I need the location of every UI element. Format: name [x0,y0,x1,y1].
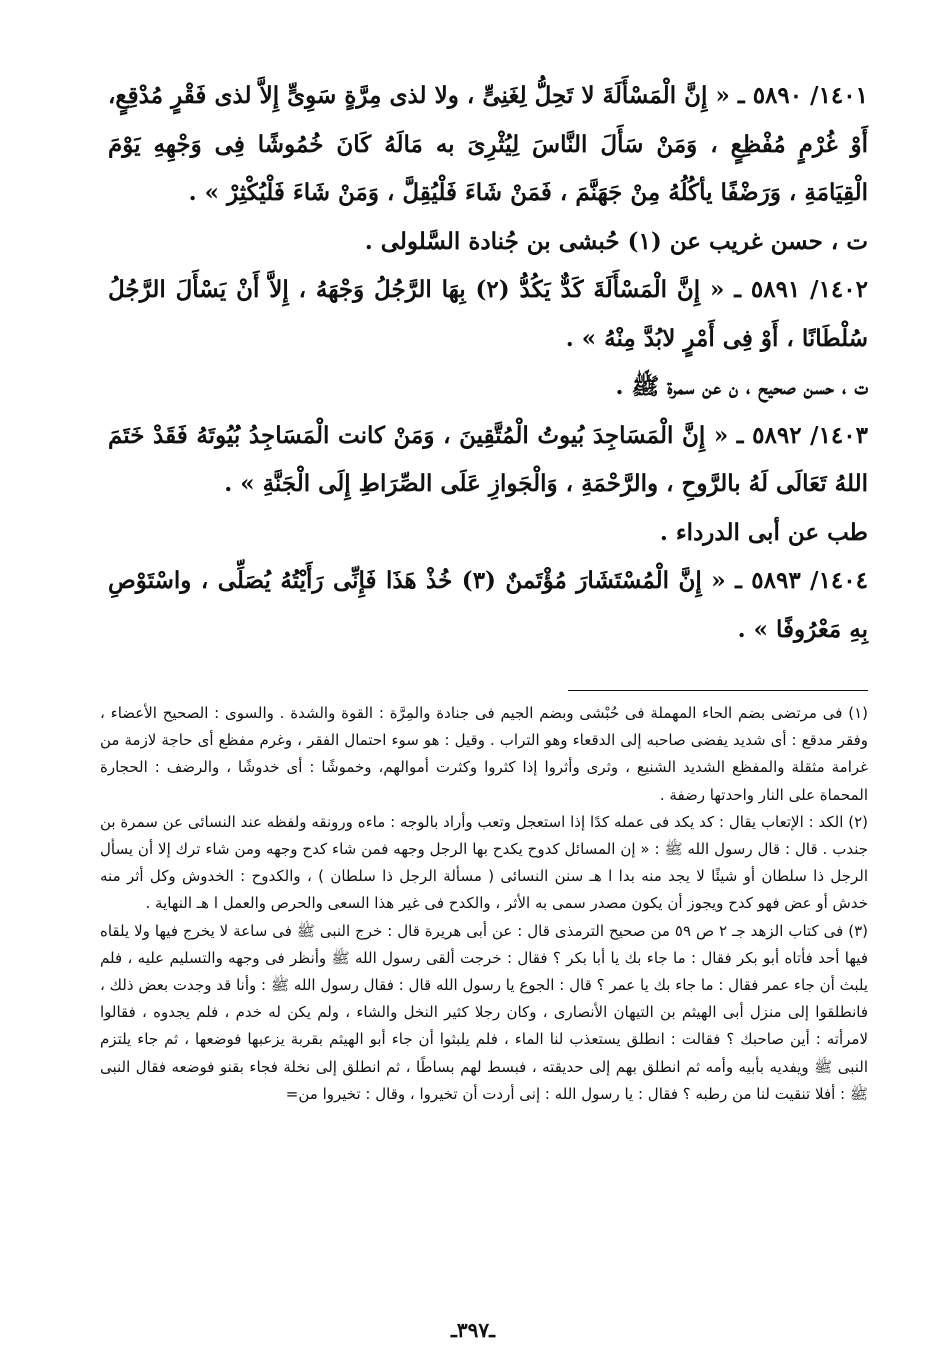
hadith-1403: ١٤٠٣/ ٥٨٩٢ ـ « إِنَّ الْمَسَاجِدَ بُيوتُ الْمُتَّقِينَ ، وَمَنْ كانت الْمَسَاجِدُ بُيُوتَهُ فَقَدْ خَتَمَ اللهُ تَعَالَى لَهُ بالرَّوحِ ، والرَّحْمَةِ ، وَالْجَوازِ عَلَى الصِّرَاطِ إِلَى الْجَنَّةِ » . [108,421,868,497]
hadith-1402: ١٤٠٢/ ٥٨٩١ ـ « إِنَّ الْمَسْأَلَةَ كَدٌّ يَكُدُّ (٢) بِهَا الرَّجُلُ وَجْهَهُ ، إِلاَّ أَنْ يَسْأَلَ الرَّجُلُ سُلْطَانًا ، أَوْ فِى أَمْرٍ لابُدَّ مِنْهُ » . [108,276,868,352]
hadith-text-block [108,72,868,654]
hadith-1401-source: ت ، حسن غريب عن (١) حُبشى بن جُنادة السَّلولى . [364,227,868,255]
footnote-2: (٢) الكد : الإتعاب يقال : كد يكد فى عمله كدًا إذا استعجل وتعب وأراد بالوجه : ماءه ورونقه ولفظه عند النسائى عن سمرة بن جندب . قال : قال رسول الله ﷺ : « إن المسائل كدوح يكدح بها الرجل وجهه فمن شاء كدح وجهه ومن شاء ترك إلا أن يسأل الرجل ذا سلطان أو شيئًا لا يجد منه بدا ا هـ سنن النسائى ( مسألة الرجل ذا سلطان ) ، والكدوح : الخدوش وكل أثر منه خدش أو عض فهو كدح ويجوز أن يكون مصدر سمى به الأثر ، والكدح فى غير هذا السعى والحرص والعمل ا هـ النهاية . [100,812,868,913]
footnote-1: (١) فى مرتضى بضم الحاء المهملة فى حُبْشى وبضم الجيم فى جنادة والمِرَّة : القوة والشدة . والسوى : الصحيح الأعضاء ، وفقر مدقع : أى شديد يفضى صاحبه إلى الدقعاء وهو التراب . وقيل : هو سوء احتمال الفقر ، وغرم مفظع أى حاجة لازمة من غرامة مثقلة والمفظع الشديد الشنيع ، وثرى وأثروا إذا كثروا وكثرت أموالهم، وخموشًا : أى خدوشًا ، والرضف : الحجارة المحماة على النار واحدتها رضفة . [100,704,868,804]
hadith-1401: ١٤٠١/ ٥٨٩٠ ـ « إِنَّ الْمَسْأَلَةَ لا تَحِلُّ لِغَنِىٍّ ، ولا لذى مِرَّةٍ سَوِىٍّ إِلاَّ لذى فَقْرٍ مُدْقِعٍ، أَوْ غُرْمٍ مُفْظِعٍ ، وَمَنْ سَأَلَ النَّاسَ لِيُثْرِىَ به مَالَهُ كَانَ خُمُوشًا فِى وَجْهِهِ يَوْمَ الْقِيَامَةِ ، وَرَضْفًا يأكُلُهُ مِنْ جَهَنَّمَ ، فَمَنْ شَاءَ فَلْيُقِلَّ ، وَمَنْ شَاءَ فَلْيُكْثِرْ » . [108,82,868,206]
footnotes-block [100,700,868,1108]
footnote-separator [568,690,868,691]
page-number: ـ٣٩٧ـ [451,1318,495,1342]
footnote-3: (٣) فى كتاب الزهد جـ ٢ ص ٥٩ من صحيح الترمذى قال : عن أبى هريرة قال : خرج النبى ﷺ فى ساعة لا يخرج فيها ولا يلقاه فيها أحد فأتاه أبو بكر فقال : ما جاء بك يا أبا بكر ؟ فقال : خرجت ألقى رسول الله ﷺ وأنظر فى وجهه والتسليم عليه ، فلم يلبث أن جاء عمر فقال : ما جاء بك يا عمر ؟ قال : الجوع يا رسول الله قال : فقال رسول الله ﷺ : وأنا قد وجدت بعض ذلك ، فانطلقوا إلى منزل أبى الهيثم بن التيهان الأنصارى ، وكان رجلا كثير النخل والشاء ، ولم يكن له خدم ، فلم يجدوه ، فقالوا لامرأته : أين صاحبك ؟ فقالت : انطلق يستعذب لنا الماء ، فلم يلبثوا أن جاء أبو الهيثم بقربة يزعبها فوضعها ، ثم جاء يلتزم النبى ﷺ ويفديه بأبيه وأمه ثم انطلق بهم إلى حديقته ، فبسط لهم بساطًا ، ثم انطلق إلى نخلة فجاء بقنو فوضعه فقال النبى ﷺ : أفلا تنقيت لنا من رطبه ؟ فقال : يا رسول الله : إنى أردت أن تخيروا ، وقال : تخيروا من= [100,921,868,1103]
hadith-1403-source: طب عن أبى الدرداء . [659,518,868,546]
hadith-1402-source: ت ، حسن صحيح ، ن عن سمرة ﷺ . [615,373,868,400]
hadith-1404: ١٤٠٤/ ٥٨٩٣ ـ « إِنَّ الْمُسْتَشَارَ مُؤْتَمنٌ (٣) خُذْ هَذَا فَإِنِّى رَأَيْتُهُ يُصَلِّى ، واسْتَوْصِ بِهِ مَعْرُوفًا » . [108,567,868,643]
